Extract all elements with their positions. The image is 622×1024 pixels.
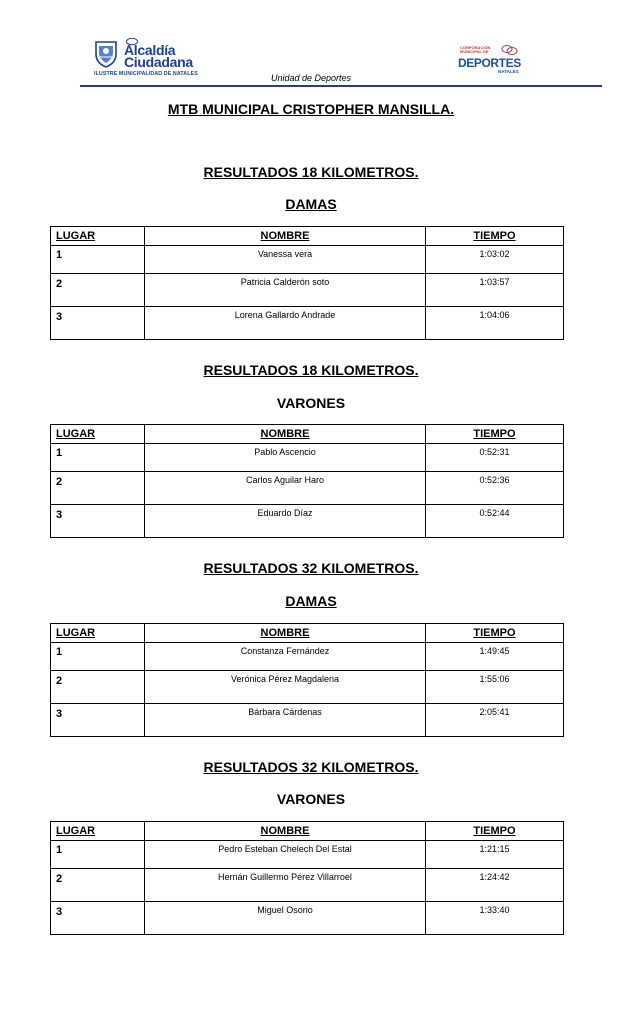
place-cell: 2 xyxy=(56,675,63,687)
corporacion-deportes-logo xyxy=(456,44,528,74)
name-cell: Verónica Pérez Magdalena xyxy=(145,671,426,704)
place-cell: 3 xyxy=(56,708,63,720)
results-table xyxy=(50,226,564,340)
page-header xyxy=(0,0,622,92)
table-row xyxy=(51,902,564,935)
table-row xyxy=(51,643,564,671)
results-table xyxy=(50,821,564,935)
table-header-row xyxy=(51,425,564,444)
alcaldia-word: Alcaldía xyxy=(124,42,176,58)
place-cell: 3 xyxy=(56,311,63,323)
section-title: RESULTADOS 32 KILOMETROS. xyxy=(203,560,419,576)
column-header-time: TIEMPO xyxy=(426,425,564,444)
table-row xyxy=(51,869,564,902)
table-row xyxy=(51,671,564,704)
chat-bubbles-icon xyxy=(500,44,518,56)
place-cell: 3 xyxy=(56,906,63,918)
place-cell: 1 xyxy=(56,844,63,856)
name-cell: Miguel Osorio xyxy=(145,902,426,935)
table-row xyxy=(51,472,564,505)
results-table xyxy=(50,424,564,538)
column-header-name: NOMBRE xyxy=(145,822,426,841)
name-cell: Carlos Aguilar Haro xyxy=(145,472,426,505)
natales-word: NATALES xyxy=(498,69,519,74)
header-divider xyxy=(80,85,602,87)
name-cell: Vanessa vera xyxy=(145,246,426,274)
name-cell: Hernán Guillermo Pérez Villarroel xyxy=(145,869,426,902)
document-title: MTB MUNICIPAL CRISTOPHER MANSILLA. xyxy=(167,101,455,117)
place-cell: 2 xyxy=(56,873,63,885)
name-cell: Patricia Calderón soto xyxy=(145,274,426,307)
time-cell: 0:52:44 xyxy=(426,505,564,538)
time-cell: 1:03:02 xyxy=(426,246,564,274)
place-cell: 2 xyxy=(56,476,63,488)
time-cell: 0:52:36 xyxy=(426,472,564,505)
table-row xyxy=(51,505,564,538)
time-cell: 1:04:06 xyxy=(426,307,564,340)
column-header-time: TIEMPO xyxy=(426,822,564,841)
section-title: RESULTADOS 18 KILOMETROS. xyxy=(203,362,419,378)
place-cell: 2 xyxy=(56,278,63,290)
time-cell: 0:52:31 xyxy=(426,444,564,472)
name-cell: Pablo Ascencio xyxy=(145,444,426,472)
deportes-word: DEPORTES xyxy=(458,56,521,70)
column-header-place: LUGAR xyxy=(51,822,145,841)
table-row xyxy=(51,841,564,869)
table-header-row xyxy=(51,227,564,246)
section-category: VARONES xyxy=(276,791,346,807)
name-cell: Bárbara Cárdenas xyxy=(145,704,426,737)
name-cell: Lorena Gallardo Andrade xyxy=(145,307,426,340)
time-cell: 2:05:41 xyxy=(426,704,564,737)
name-cell: Eduardo Díaz xyxy=(145,505,426,538)
unit-label: Unidad de Deportes xyxy=(270,73,352,83)
time-cell: 1:03:57 xyxy=(426,274,564,307)
time-cell: 1:49:45 xyxy=(426,643,564,671)
table-row xyxy=(51,307,564,340)
section-category: VARONES xyxy=(276,395,346,411)
time-cell: 1:21:15 xyxy=(426,841,564,869)
section-title: RESULTADOS 32 KILOMETROS. xyxy=(203,759,419,775)
table-row xyxy=(51,274,564,307)
place-cell: 1 xyxy=(56,646,63,658)
table-header-row xyxy=(51,624,564,643)
corporacion-label: CORPORACIÓN MUNICIPAL DE xyxy=(460,45,491,55)
column-header-name: NOMBRE xyxy=(145,624,426,643)
section-category: DAMAS xyxy=(285,196,337,212)
time-cell: 1:33:40 xyxy=(426,902,564,935)
table-header-row xyxy=(51,822,564,841)
place-cell: 3 xyxy=(56,509,63,521)
column-header-time: TIEMPO xyxy=(426,227,564,246)
time-cell: 1:24:42 xyxy=(426,869,564,902)
place-cell: 1 xyxy=(56,249,63,261)
table-row xyxy=(51,246,564,274)
column-header-place: LUGAR xyxy=(51,624,145,643)
name-cell: Constanza Fernández xyxy=(145,643,426,671)
column-header-time: TIEMPO xyxy=(426,624,564,643)
table-row xyxy=(51,704,564,737)
table-row xyxy=(51,444,564,472)
results-table xyxy=(50,623,564,737)
time-cell: 1:55:06 xyxy=(426,671,564,704)
column-header-place: LUGAR xyxy=(51,227,145,246)
section-category: DAMAS xyxy=(285,593,337,609)
column-header-place: LUGAR xyxy=(51,425,145,444)
column-header-name: NOMBRE xyxy=(145,227,426,246)
municipality-name: ILUSTRE MUNICIPALIDAD DE NATALES xyxy=(94,71,198,77)
municipal-shield-icon xyxy=(94,40,118,68)
section-title: RESULTADOS 18 KILOMETROS. xyxy=(203,164,419,180)
place-cell: 1 xyxy=(56,447,63,459)
ciudadana-word: Ciudadana xyxy=(124,54,193,70)
name-cell: Pedro Esteban Chelech Del Estal xyxy=(145,841,426,869)
column-header-name: NOMBRE xyxy=(145,425,426,444)
